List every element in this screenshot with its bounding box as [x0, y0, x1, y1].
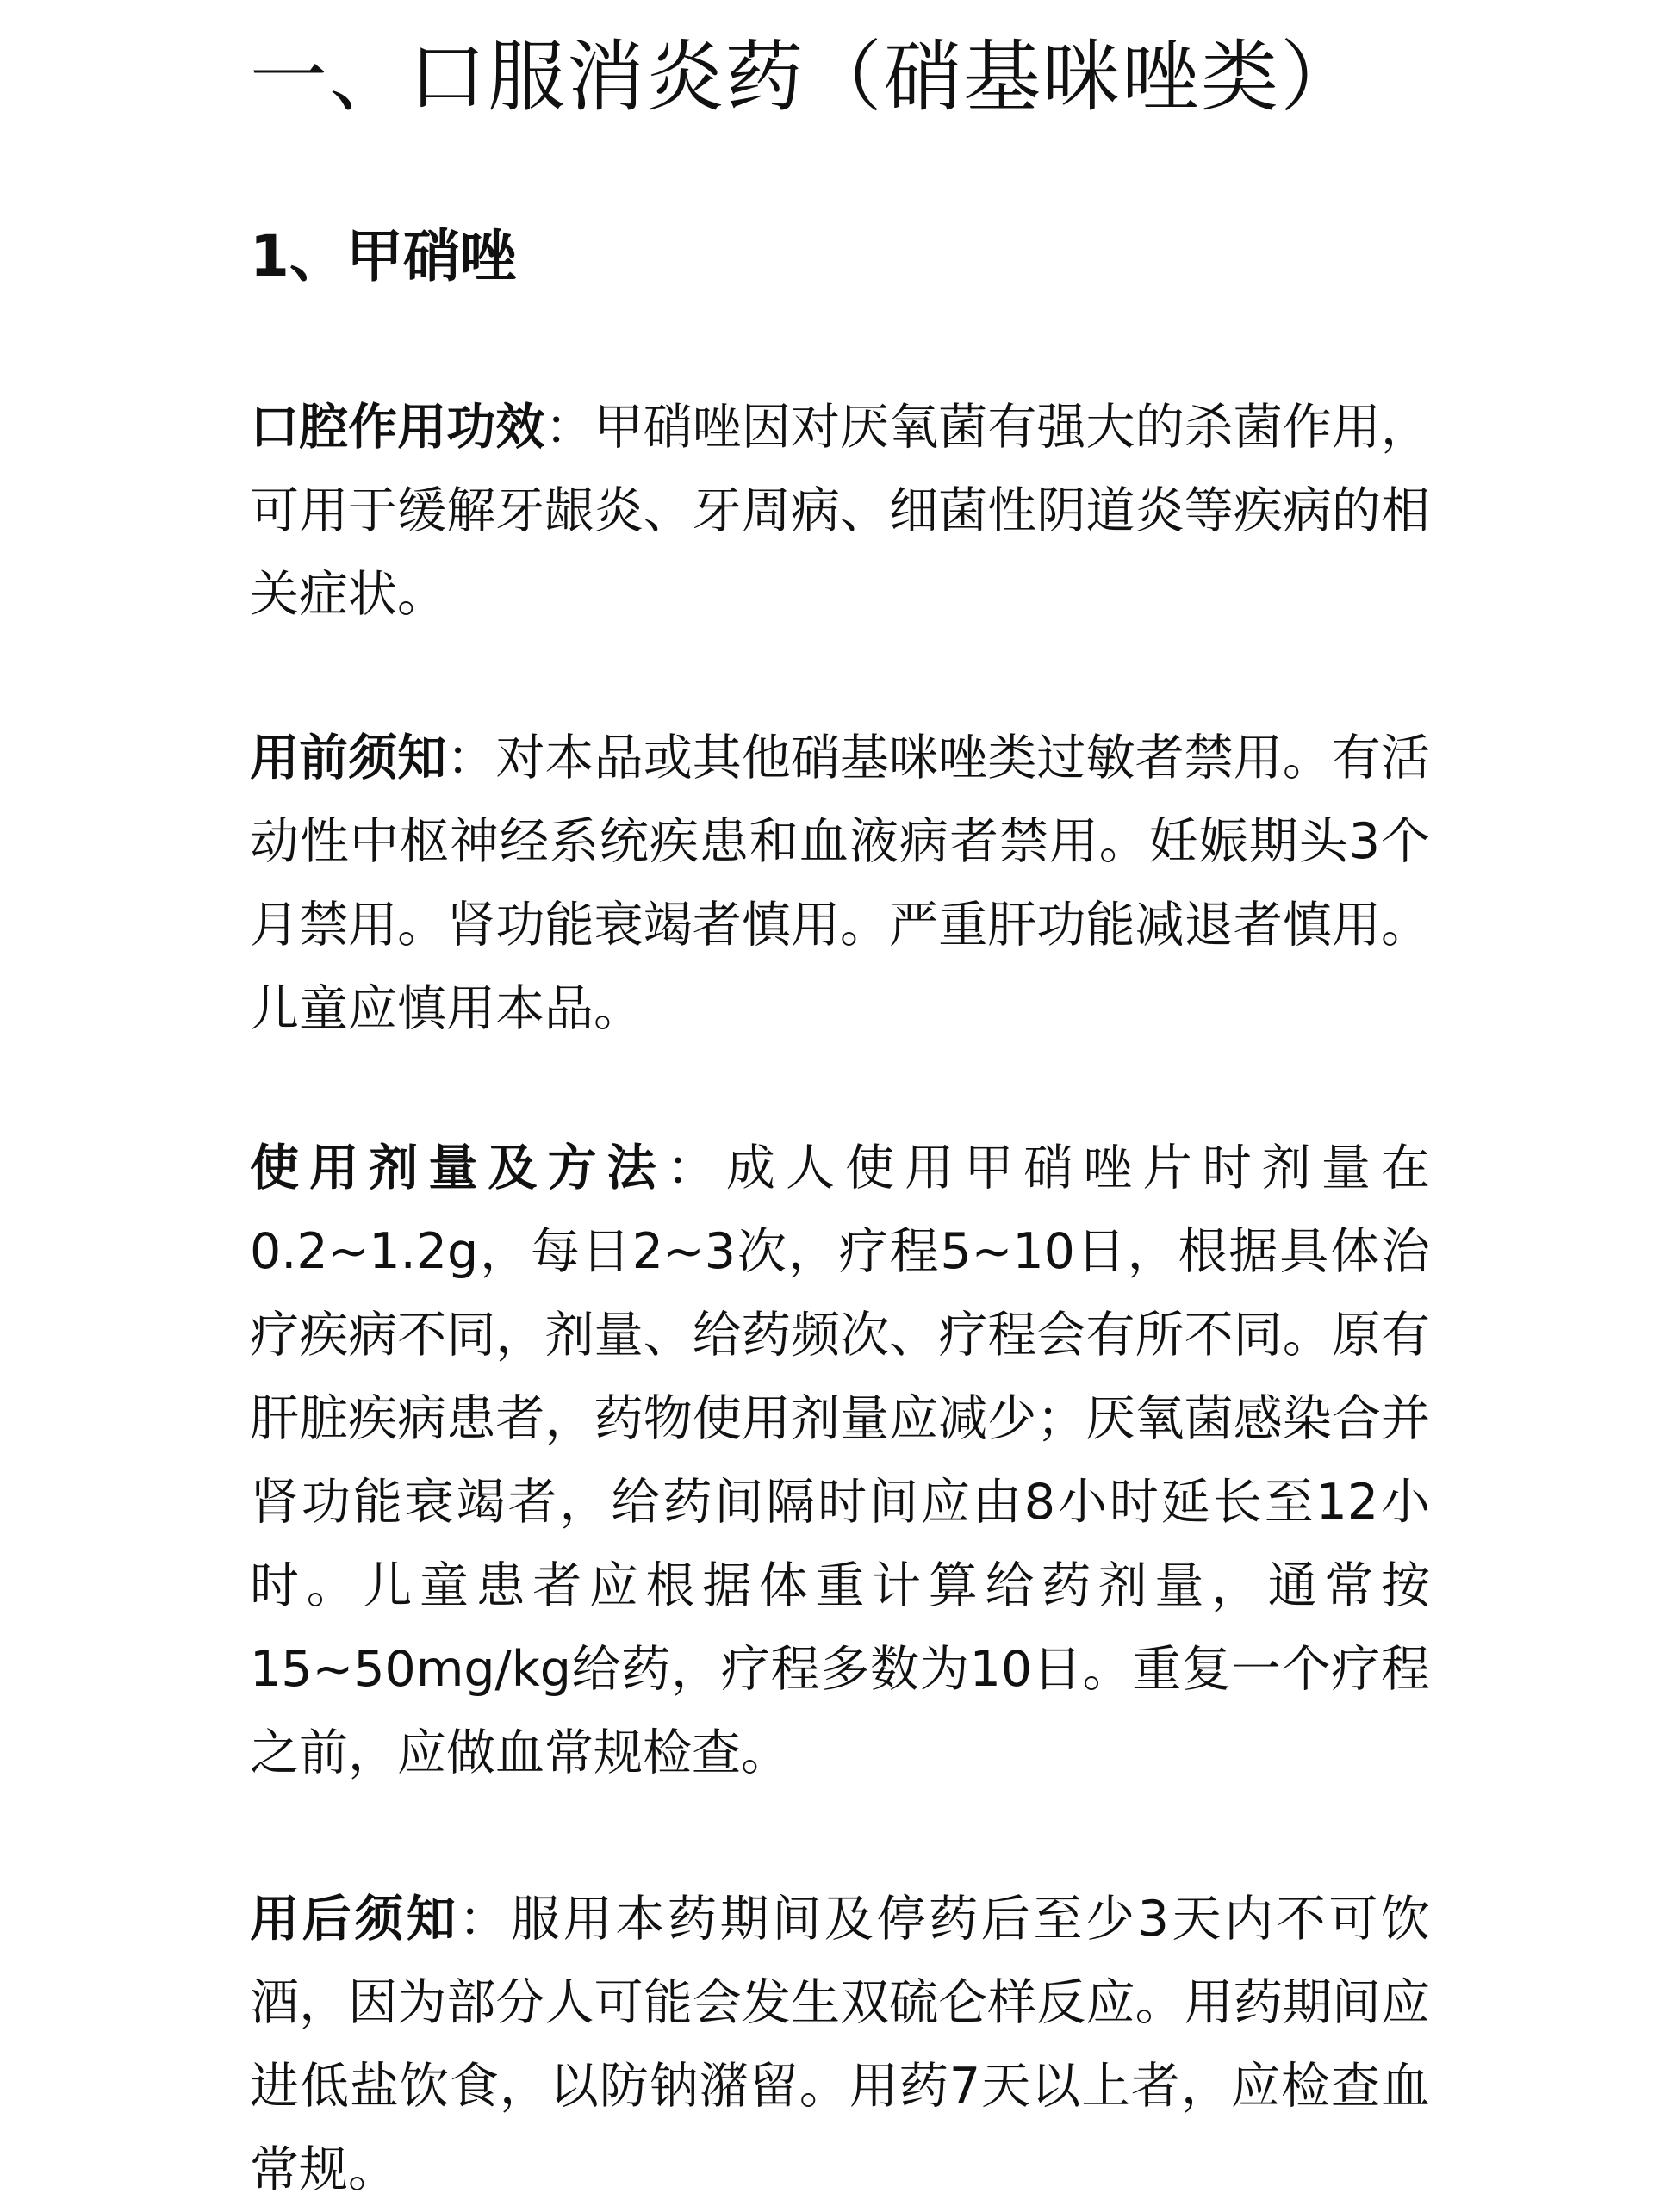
section-label: 用前须知: [250, 730, 447, 786]
section-text: 甲硝唑因对厌氧菌有强大的杀菌作用，可用于缓解牙龈炎、牙周病、细菌性阴道炎等疾病的相关症状。: [250, 399, 1431, 623]
page-title: 一、口服消炎药（硝基咪唑类）: [250, 32, 1359, 122]
section-colon: ：: [544, 399, 594, 456]
section-label: 口腔作用功效: [250, 399, 545, 456]
section-precautions-before: [250, 717, 1430, 1051]
section-text: 服用本药期间及停药后至少3天内不可饮酒，因为部分人可能会发生双硫仑样反应。用药期间应进低盐饮食，以防钠潴留。用药7天以上者，应检查血常规。: [250, 1891, 1431, 2198]
section-colon: ：: [666, 1140, 726, 1196]
section-colon: ：: [458, 1891, 512, 1948]
section-label: 使用剂量及方法: [250, 1140, 667, 1196]
section-precautions-after: [250, 1878, 1430, 2212]
section-oral-effect: [250, 386, 1430, 637]
drug-title: 1、甲硝唑: [250, 223, 517, 289]
section-colon: ：: [446, 730, 496, 786]
section-text: 对本品或其他硝基咪唑类过敏者禁用。有活动性中枢神经系统疾患和血液病者禁用。妊娠期头3个月禁用。肾功能衰竭者慎用。严重肝功能减退者慎用。儿童应慎用本品。: [250, 730, 1431, 1037]
section-label: 用后须知: [250, 1891, 459, 1948]
section-dosage: [250, 1127, 1430, 1795]
section-text: 成人使用甲硝唑片时剂量在0.2~1.2g，每日2~3次，疗程5~10日，根据具体治疗疾病不同，剂量、给药频次、疗程会有所不同。原有肝脏疾病患者，药物使用剂量应减少；厌氧菌感染合并肾功能衰竭者，给药间隔时间应由8小时延长至12小时。儿童患者应根据体重计算给药剂量，通常按15~50mg/kg给药，疗程多数为10日。重复一个疗程之前，应做血常规检查。: [250, 1140, 1431, 1781]
